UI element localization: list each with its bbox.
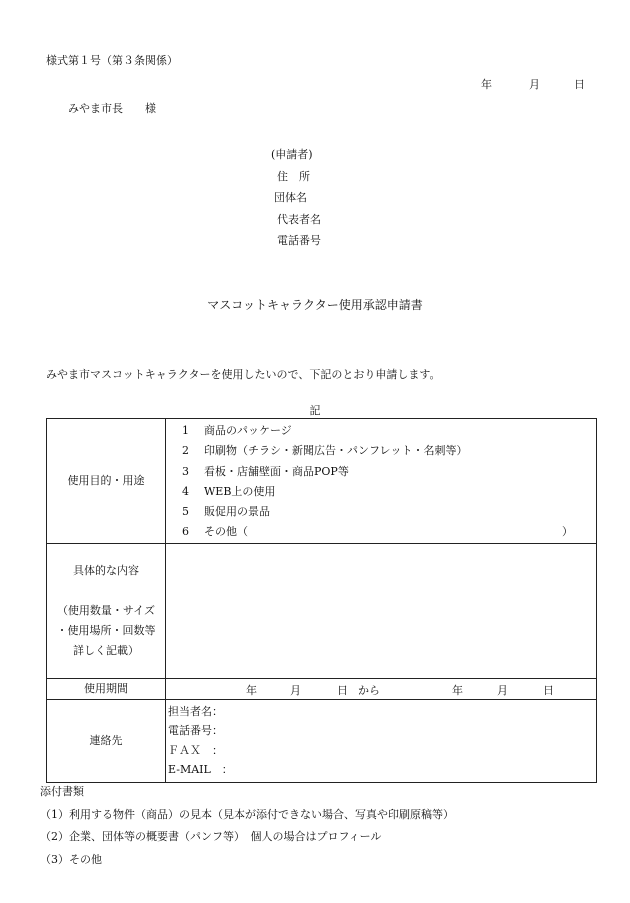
content-row: [47, 543, 597, 678]
content-input-area[interactable]: [166, 543, 597, 678]
attachments-section: [40, 781, 454, 871]
period-year-label: 年: [246, 683, 257, 697]
period-day-label: 日: [543, 683, 554, 697]
content-label: [47, 543, 166, 678]
attachment-item: （2）企業、団体等の概要書（パンフ等） 個人の場合はプロフィール: [40, 830, 382, 843]
date-year-label: 年: [481, 78, 492, 91]
addressee: みやま市長 様: [68, 102, 156, 115]
period-month-label: 月: [290, 683, 301, 697]
applicant-organization-label: 団体名: [274, 191, 307, 204]
purpose-option-number: 2: [182, 444, 189, 458]
contact-phone-field[interactable]: 電話番号：: [168, 724, 223, 738]
content-label-note: ・使用場所・回数等: [56, 623, 156, 637]
purpose-option-number: 3: [182, 464, 189, 478]
content-label-title: 具体的な内容: [73, 563, 139, 577]
contact-email-field[interactable]: E-MAIL ：: [168, 763, 233, 777]
applicant-block: [271, 144, 321, 252]
applicant-address-label: 住 所: [277, 169, 310, 183]
attachment-item: （3）その他: [40, 852, 102, 866]
date-day-label: 日: [574, 78, 585, 91]
contact-label: 連絡先: [47, 699, 166, 782]
period-month-label: 月: [497, 683, 508, 697]
content-label-note: 詳しく記載）: [73, 643, 139, 657]
intro-text: みやま市マスコットキャラクターを使用したいので、下記のとおり申請します。: [46, 368, 441, 381]
purpose-option-number: 1: [182, 424, 189, 437]
record-mark: 記: [309, 404, 321, 417]
contact-fax-field[interactable]: ＦＡＸ ：: [168, 743, 223, 757]
purpose-option-number: 5: [182, 505, 189, 519]
period-day-label: 日: [337, 683, 348, 697]
purpose-option[interactable]: [182, 421, 596, 441]
period-row: [47, 678, 597, 699]
purpose-option[interactable]: [182, 441, 596, 461]
period-year-label: 年: [452, 683, 463, 697]
purpose-option-text: 看板・店舗壁面・商品POP等: [204, 464, 349, 478]
purpose-option-text: 商品のパッケージ: [204, 424, 292, 437]
purpose-row: [47, 419, 597, 544]
purpose-option[interactable]: [182, 482, 596, 502]
contact-person-field[interactable]: 担当者名：: [168, 704, 223, 718]
period-field[interactable]: [166, 678, 597, 699]
document-title: マスコットキャラクター使用承認申請書: [207, 298, 423, 312]
attachment-item: （1）利用する物件（商品）の見本（見本が添付できない場合、写真や印刷原稿等）: [40, 807, 454, 821]
purpose-option-other[interactable]: [182, 522, 596, 542]
applicant-phone-label: 電話番号: [277, 234, 321, 247]
purpose-option-text: 販促用の景品: [204, 505, 270, 519]
application-table: [46, 418, 597, 783]
applicant-representative-label: 代表者名: [277, 212, 321, 226]
attachments-heading: 添付書類: [40, 785, 84, 798]
contact-row: [47, 699, 597, 782]
purpose-option-text: その他（: [204, 525, 248, 539]
purpose-other-close: ）: [562, 525, 573, 539]
form-number: 様式第１号（第３条関係）: [46, 54, 178, 67]
applicant-label: (申請者): [271, 148, 313, 161]
purpose-option[interactable]: [182, 502, 596, 522]
period-from-label: から: [358, 683, 380, 697]
purpose-option-number: 4: [182, 484, 189, 498]
date-month-label: 月: [529, 78, 540, 91]
period-label: 使用期間: [47, 678, 166, 699]
purpose-label: 使用目的・用途: [47, 419, 166, 544]
purpose-option-text: WEB上の使用: [204, 484, 276, 498]
purpose-option-number: 6: [182, 525, 189, 539]
purpose-option-text: 印刷物（チラシ・新聞広告・パンフレット・名刺等）: [204, 444, 468, 458]
contact-fields: [166, 699, 597, 782]
content-label-note: （使用数量・サイズ: [56, 603, 156, 617]
purpose-options: [166, 419, 597, 544]
purpose-option[interactable]: [182, 462, 596, 482]
